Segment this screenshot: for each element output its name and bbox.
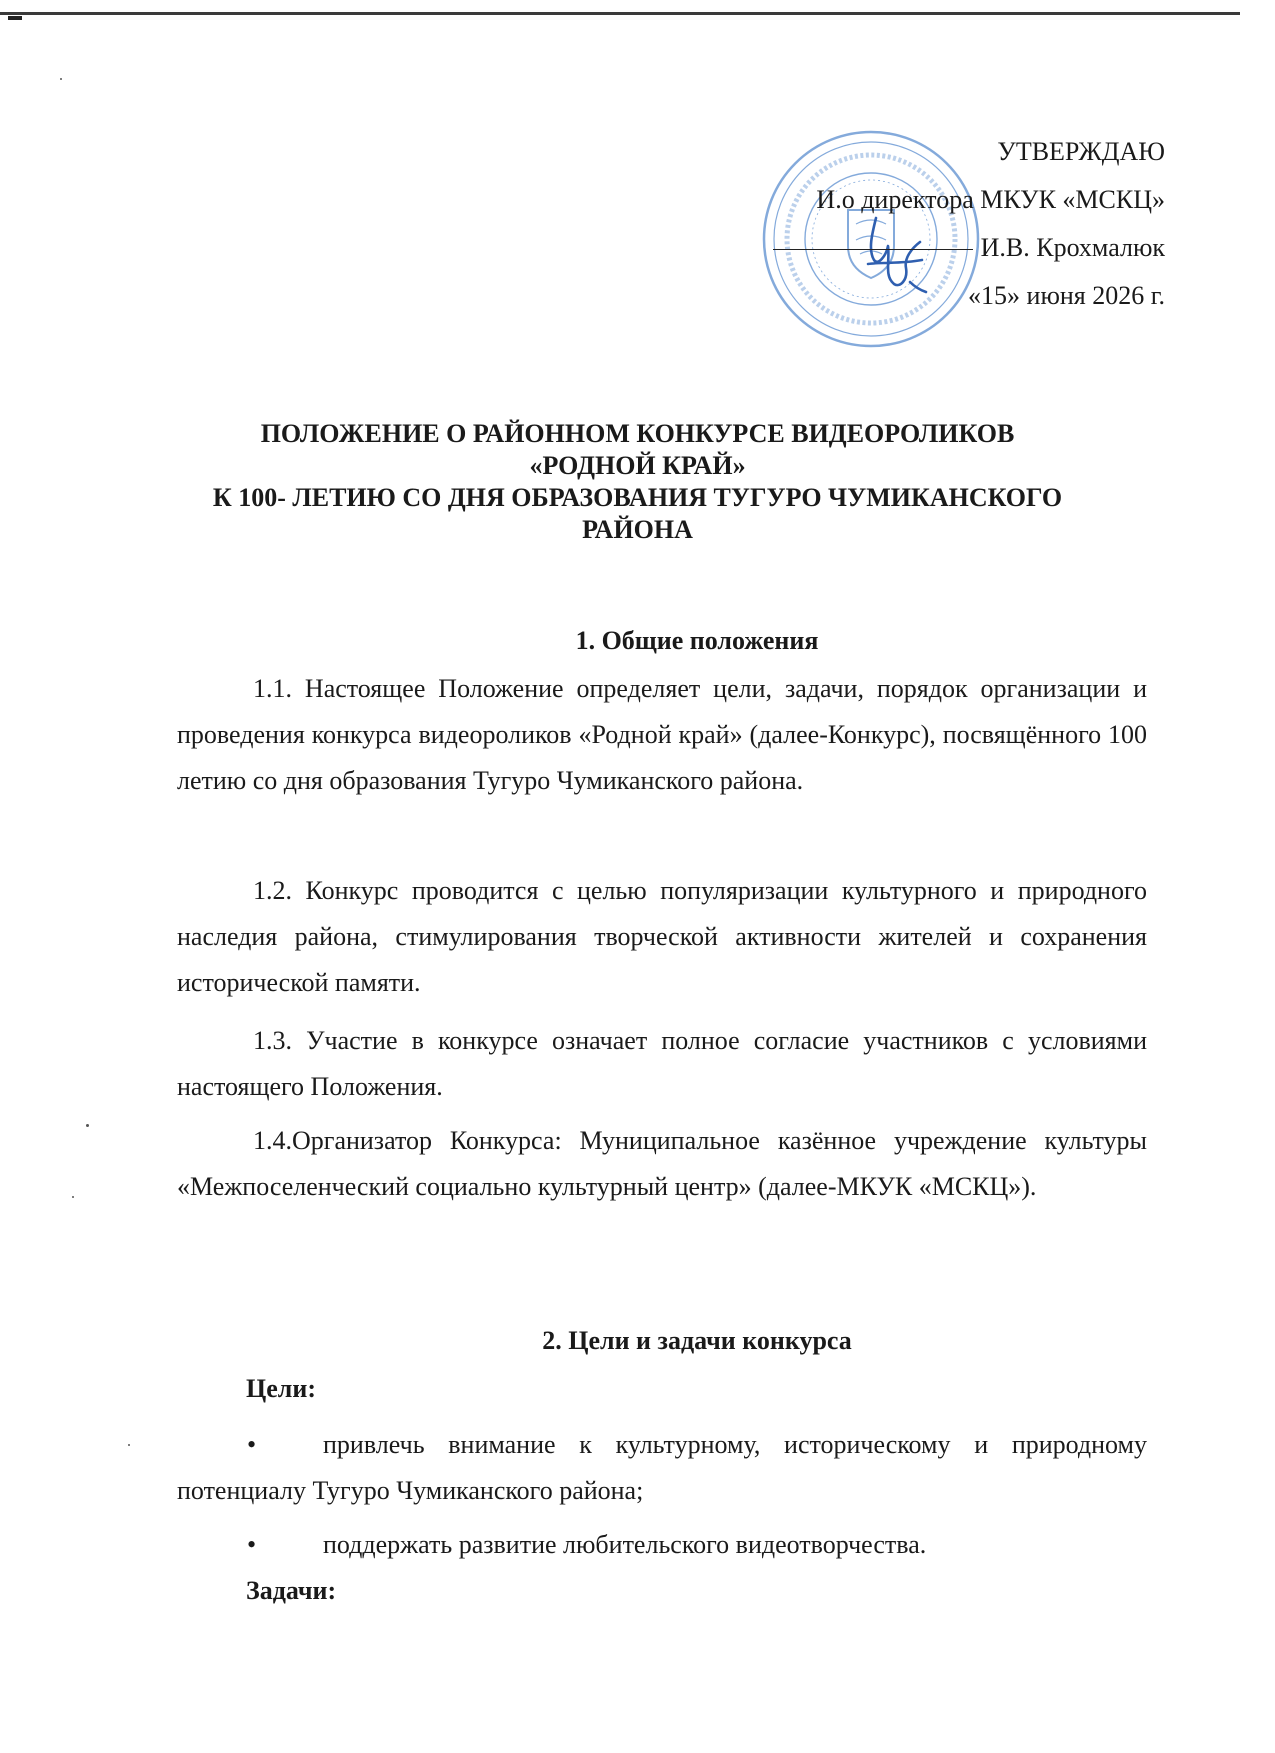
approval-heading: УТВЕРЖДАЮ [997, 137, 1165, 166]
section-heading-goals: 2. Цели и задачи конкурса [542, 1326, 852, 1355]
approval-block [705, 128, 1165, 320]
approval-signatory: И.В. Крохмалюк [980, 233, 1165, 262]
title-line: ПОЛОЖЕНИЕ О РАЙОННОМ КОНКУРСЕ ВИДЕОРОЛИКОВ [260, 419, 1015, 448]
title-line: «РОДНОЙ КРАЙ» [529, 451, 746, 480]
document-title [150, 418, 1125, 546]
scan-border [0, 12, 1240, 15]
paragraph-1-4: 1.4.Организатор Конкурса: Муниципальное казённое учреждение культуры «Межпоселенческий социально культурный центр» (далее-МКУК «МСКЦ»). [177, 1126, 1147, 1201]
paragraph-1-2: 1.2. Конкурс проводится с целью популяризации культурного и природного наследия района, стимулирования творческой активности жителей и сохранения исторической памяти. [177, 876, 1147, 997]
bullet-icon: • [247, 1530, 257, 1559]
bullet-icon: • [247, 1430, 257, 1459]
tasks-label: Задачи: [246, 1576, 337, 1605]
approval-date: «15» июня 2026 г. [968, 281, 1165, 310]
approval-position: И.о директора МКУК «МСКЦ» [816, 185, 1165, 214]
scan-speck [128, 1444, 130, 1446]
approval-signatory-line [705, 224, 1165, 272]
title-line: К 100- ЛЕТИЮ СО ДНЯ ОБРАЗОВАНИЯ ТУГУРО ЧУМИКАНСКОГО [212, 483, 1063, 512]
goal-item [177, 1422, 1147, 1514]
scan-speck [60, 78, 62, 80]
scan-corner-mark [8, 16, 22, 20]
signature-underline [773, 249, 973, 250]
goals-label: Цели: [246, 1374, 316, 1403]
goal-item [177, 1522, 1147, 1568]
scan-speck [72, 1196, 74, 1198]
section-heading-general: 1. Общие положения [575, 626, 819, 655]
title-line: РАЙОНА [582, 515, 693, 544]
paragraph-1-1: 1.1. Настоящее Положение определяет цели, задачи, порядок организации и проведения конкурса видеороликов «Родной край» (далее-Конкурс), посвящённого 100 летию со дня образования Тугуро Чумиканского района. [177, 674, 1147, 795]
goal-text: привлечь внимание к культурному, историческому и природному потенциалу Тугуро Чумиканского района; [177, 1430, 1147, 1505]
paragraph-1-3: 1.3. Участие в конкурсе означает полное согласие участников с условиями настоящего Положения. [177, 1026, 1147, 1101]
goal-text: поддержать развитие любительского видеотворчества. [323, 1530, 927, 1559]
scan-speck [86, 1124, 89, 1127]
